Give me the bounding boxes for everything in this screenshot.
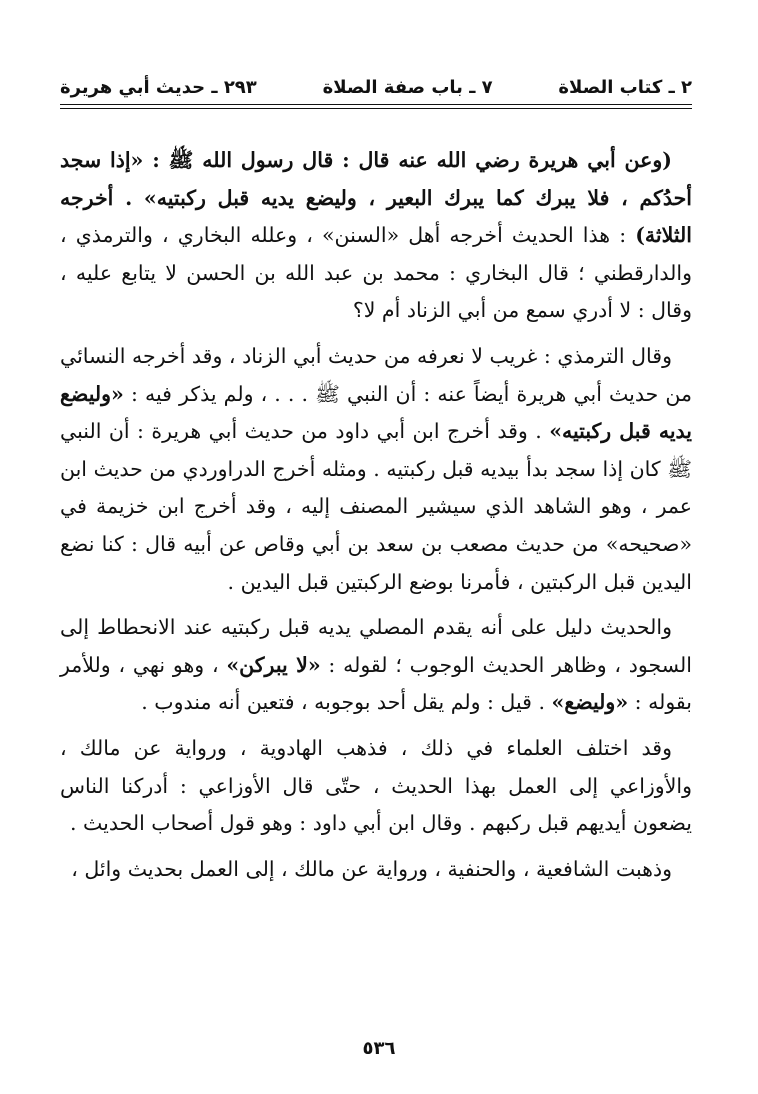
commentary-text: : هذا الحديث أخرجه أهل «السنن» ، وعلله البخاري ، والترمذي ، والدارقطني ؛ قال البخاري : محمد بن عبد الله بن الحسن لا يتابع عليه ، وقال : لا أدري سمع من أبي الزناد أم لا؟ xyxy=(60,223,692,323)
commentary-text: والحديث دليل على أنه يقدم المصلي يديه قبل ركبتيه عند الانحطاط إلى السجود ، وظاهر الحديث الوجوب ؛ لقوله : xyxy=(60,615,692,677)
running-header xyxy=(60,70,692,104)
quoted-text: (وعن أبي هريرة رضي الله عنه قال : قال رسول الله ﷺ : «إذا سجد أحدُكم ، فلا يبرك كما يبرك البعير ، وليضع يديه قبل ركبتيه» . أخرجه الثلاثة) xyxy=(60,148,692,248)
paragraph xyxy=(60,730,692,843)
header-rule-bottom xyxy=(60,108,692,109)
commentary-text: وقال الترمذي : غريب لا نعرفه من حديث أبي الزناد ، وقد أخرجه النسائي من حديث أبي هريرة أيضاً عنه : أن النبي ﷺ . . . ، ولم يذكر فيه : xyxy=(60,343,692,406)
header-chapter-title: ٧ ـ باب صفة الصلاة xyxy=(322,76,493,98)
commentary-text: وقد اختلف العلماء في ذلك ، فذهب الهادوية ، ورواية عن مالك ، والأوزاعي إلى العمل بهذا الحديث ، حتّى قال الأوزاعي : أدركنا الناس يضعون أيديهم قبل ركبهم . وقال ابن أبي داود : وهو قول أصحاب الحديث . xyxy=(60,735,692,836)
paragraph xyxy=(60,609,692,722)
header-book-title: ٢ ـ كتاب الصلاة xyxy=(558,76,692,98)
quoted-text: «لا يبركن» xyxy=(226,652,321,677)
header-rule-top xyxy=(60,104,692,105)
commentary-text: . قيل : ولم يقل أحد بوجوبه ، فتعين أنه مندوب . xyxy=(141,690,552,715)
header-hadith-title: ٢٩٣ ـ حديث أبي هريرة xyxy=(60,76,257,98)
paragraph xyxy=(60,851,692,889)
paragraph xyxy=(60,338,692,601)
commentary-text: وذهبت الشافعية ، والحنفية ، ورواية عن مالك ، إلى العمل بحديث وائل ، xyxy=(71,856,672,881)
paragraph xyxy=(60,142,692,330)
body-text xyxy=(60,142,692,888)
quoted-text: «وليضع يديه قبل ركبتيه» xyxy=(60,381,692,444)
commentary-text: ، وهو نهي ، وللأمر بقوله : xyxy=(60,652,692,715)
commentary-text: . وقد أخرج ابن أبي داود من حديث أبي هريرة : أن النبي ﷺ كان إذا سجد بدأ بيديه قبل ركبتيه . ومثله أخرج الدراوردي من حديث ابن عمر ، وهو الشاهد الذي سيشير المصنف إليه ، وقد أخرج ابن خزيمة في «صحيحه» من حديث مصعب بن سعد بن أبي وقاص عن أبيه قال : كنا نضع اليدين قبل الركبتين ، فأمرنا بوضع الركبتين قبل اليدين . xyxy=(60,419,692,594)
quoted-text: «وليضع» xyxy=(551,690,629,715)
page-number: ٥٣٦ xyxy=(362,1038,396,1059)
